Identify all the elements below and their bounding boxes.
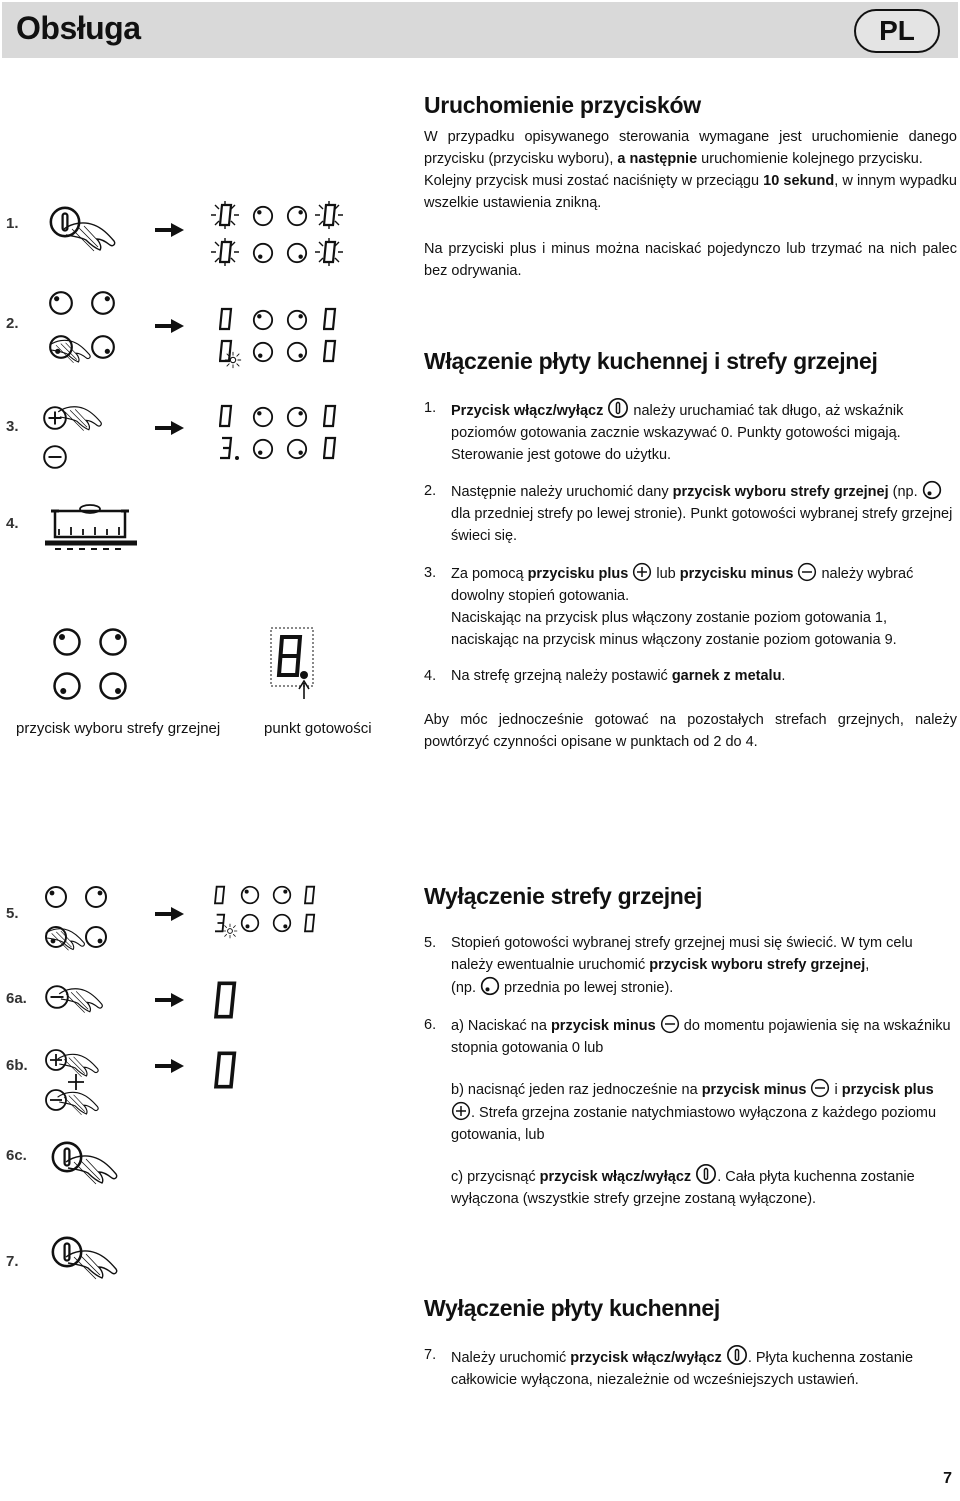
plus-icon [632,562,652,582]
section-title-switch-on: Włączenie płyty kuchennej i strefy grzejnej [424,348,878,374]
step-7-label: 7. [6,1253,19,1270]
pot-icon [45,497,140,557]
minus-icon [660,1014,680,1034]
caption-zone-selector: przycisk wyboru strefy grzejnej [16,720,221,737]
section-title-zone-off: Wyłączenie strefy grzejnej [424,883,703,909]
step-6b-label: 6b. [6,1057,28,1074]
arrow-icon [155,992,185,1008]
finger-on-plus-minus-icon [42,400,122,475]
zone-selector-buttons-icon [50,625,140,705]
finger-on-power-icon [50,1140,130,1195]
step-6c-label: 6c. [6,1147,27,1164]
arrow-icon [155,420,185,436]
caption-ready-dot: punkt gotowości [264,720,372,737]
finger-on-zone-selector-icon [44,885,144,965]
instruction-7: 7. Należy uruchomić przycisk włącz/wyłącz . Płyta kuchenna zostanie całkowicie wyłączona, niezależnie od wcześniejszych ustawień. [424,1344,957,1388]
power-icon [607,397,629,419]
zone-selector-icon [922,480,942,500]
display-zone-selected [210,305,350,375]
finger-on-minus-icon [44,980,124,1025]
instruction-2: 2. Następnie należy uruchomić dany przycisk wyboru strefy grzejnej (np. dla przedniej strefy po lewej stronie). Punkt gotowości wybranej strefy grzejnej świeci się. [424,480,957,546]
page-header [2,2,958,58]
step-5-label: 5. [6,905,19,922]
step-1-label: 1. [6,215,19,232]
instruction-3: 3. Za pomocą przycisku plus lub przycisku minus należy wybrać dowolny stopień gotowania. Naciskając na przycisk plus włączony zostanie poziom gotowania 1, naciskając na przycisk minus włączony zostanie poziom gotowania 9. [424,562,957,652]
step-3-label: 3. [6,418,19,435]
zone-selector-icon [480,976,500,996]
paragraph-plus-minus: Na przyciski plus i minus można naciskać pojedynczo lub trzymać na nich palec bez odrywania. [424,241,957,279]
section-title-hob-off: Wyłączenie płyty kuchennej [424,1295,720,1321]
instruction-6a: 6. a) Naciskać na przycisk minus do momentu pojawienia się na wskaźniku stopnia gotowania 0 lub [424,1014,957,1058]
display-level-three-small [210,883,330,948]
display-zero [210,1048,250,1093]
instruction-5: 5. Stopień gotowości wybranej strefy grzejnej musi się świecić. W tym celu należy ewentualnie uruchomić przycisk wyboru strefy grzejnej, (np. przednia po lewej stronie). [424,935,913,996]
finger-on-power-icon [48,205,128,260]
page-number: 7 [943,1470,952,1487]
minus-icon [797,562,817,582]
display-blinking-zeros [210,195,350,275]
plus-icon [451,1101,471,1121]
finger-on-power-icon [50,1235,130,1290]
instruction-6b: b) nacisnąć jeden raz jednocześnie na przycisk minus i przycisk plus . Strefa grzejna zostanie natychmiastowo wyłączona z każdego poziomu gotowania, lub [451,1078,957,1144]
step-2-label: 2. [6,315,19,332]
instruction-4: 4. Na strefę grzejną należy postawić garnek z metalu. [424,668,786,684]
language-badge: PL [854,9,940,53]
power-icon [726,1344,748,1366]
step-4-label: 4. [6,515,19,532]
arrow-icon [155,906,185,922]
paragraph-intro: W przypadku opisywanego sterowania wymagane jest uruchomienie danego przycisku (przycisku wyboru), a następnie uruchomienie kolejnego przycisku. Kolejny przycisk musi zostać naciśnięty w przeciągu 10 sekund, w innym wypadku wszelkie ustawienia znikną. [424,129,957,211]
finger-on-plus-minus-icon [44,1048,124,1128]
arrow-icon [155,1058,185,1074]
paragraph-other-zones: Aby móc jednocześnie gotować na pozostałych strefach grzejnych, należy powtórzyć czynności opisane w punktach od 2 do 4. [424,712,957,750]
instruction-1: 1. Przycisk włącz/wyłącz należy uruchamiać tak długo, aż wskaźnik poziomów gotowania zacznie wskazywać 0. Punkty gotowości migają. Sterowanie jest gotowe do użytku. [424,397,957,463]
minus-icon [810,1078,830,1098]
display-level-three [210,402,350,467]
page-title: Obsługa [16,10,141,46]
ready-dot-display-icon [268,625,318,700]
section-title-buttons: Uruchomienie przycisków [424,92,701,118]
step-6a-label: 6a. [6,990,27,1007]
instruction-6c: c) przycisnąć przycisk włącz/wyłącz . Cała płyta kuchenna zostanie wyłączona (wszystkie strefy grzejne zostaną wyłączone). [451,1163,957,1207]
finger-on-zone-selector-icon [48,290,148,380]
arrow-icon [155,318,185,334]
power-icon [695,1163,717,1185]
display-zero [210,978,250,1023]
arrow-icon [155,222,185,238]
